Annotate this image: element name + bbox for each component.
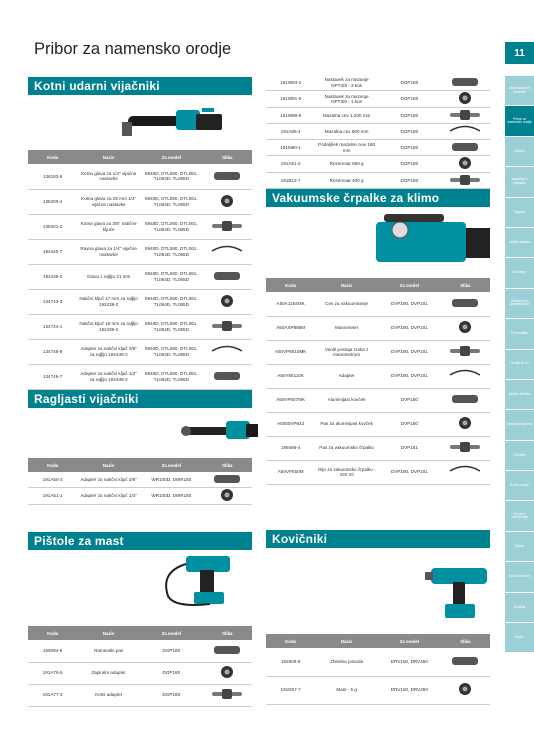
cell-slika: [203, 339, 252, 364]
cell-model: DVP180: [378, 388, 441, 412]
table-row: [266, 388, 490, 412]
product-thumbnail: [446, 368, 484, 382]
col-header-slika: Slika: [203, 626, 252, 640]
cell-model: DRV150, DRV250: [378, 676, 441, 704]
cell-naziv: Rezervoar 850 g: [315, 156, 378, 172]
cell-koda: 191A77-3: [28, 684, 77, 706]
cell-koda: 135201-2: [28, 214, 77, 239]
cell-naziv: Cev za vakuumiranje: [315, 292, 378, 316]
cell-koda: A5000VP642: [266, 412, 315, 436]
table-row: [266, 676, 490, 704]
table-row: [28, 164, 252, 189]
table-row: [28, 189, 252, 214]
col-header-naziv: Naziv: [315, 634, 378, 648]
cell-model: DVP180, DVP181: [378, 316, 441, 340]
table-row: [28, 662, 252, 684]
cell-slika: [441, 340, 490, 364]
cell-koda: 191A50-3: [28, 472, 77, 488]
cell-naziv: Natični ključ 17 mm za rağljo 192439-2: [77, 289, 140, 314]
cell-koda: A50A1154MK: [266, 292, 315, 316]
cell-koda: 191W99-9: [266, 107, 315, 123]
product-thumbnail: [446, 416, 484, 430]
col-header-naziv: Naziv: [315, 278, 378, 292]
cell-naziv: Adapter za natični ključ 1/2" za rağljo 192439-2: [77, 364, 140, 389]
page-title: Pribor za namensko orodje: [34, 40, 232, 58]
cell-slika: [203, 684, 252, 706]
cell-slika: [441, 648, 490, 676]
chapter-tab[interactable]: Pribor za namensko orodje: [505, 106, 534, 136]
table-row: [266, 364, 490, 388]
cell-koda: 134744-1: [28, 314, 77, 339]
cell-naziv: Mast - 5 g: [315, 676, 378, 704]
cell-naziv: Kotna glava za 25 mm 1/4" vijačne nastavke: [77, 189, 140, 214]
cell-slika: [441, 676, 490, 704]
cell-naziv: Adapter za natični ključ 3/8": [77, 472, 140, 488]
cell-slika: [203, 264, 252, 289]
cell-naziv: Ramenski pas: [77, 640, 140, 662]
cell-model: WR100D, DWR180: [140, 488, 203, 504]
cell-naziv: Nastavek za mazanje NPT3/8 - 1 kos: [315, 91, 378, 107]
cell-koda: 191A76-5: [28, 662, 77, 684]
cell-model: DRV150, DRV250: [378, 648, 441, 676]
cell-slika: [203, 289, 252, 314]
cell-slika: [441, 460, 490, 484]
product-thumbnail: [208, 294, 246, 308]
product-thumbnail: [446, 156, 484, 170]
cell-model: DVP180, DVP181: [378, 364, 441, 388]
cell-slika: [441, 91, 490, 107]
col-header-koda: Koda: [266, 278, 315, 292]
table-ragljasti: [28, 458, 252, 505]
cell-koda: 134746-7: [28, 364, 77, 389]
product-thumbnail: [446, 682, 484, 696]
product-thumbnail: [208, 369, 246, 383]
product-thumbnail: [446, 173, 484, 187]
cell-slika: [441, 388, 490, 412]
cell-naziv: Adapter za natični ključ 1/4": [77, 488, 140, 504]
cell-model: 6940D, DTL060, DTL061, TL064D, TL065D: [140, 339, 203, 364]
cell-model: DVP181: [378, 436, 441, 460]
cell-naziv: Mazalna cev 1.200 mm: [315, 107, 378, 123]
table-row: [266, 107, 490, 123]
product-thumbnail: [208, 488, 246, 502]
angle-impact-driver-image: [120, 102, 230, 144]
cell-koda: 192439-2: [28, 264, 77, 289]
cell-model: WR100D, DWR180: [140, 472, 203, 488]
cell-slika: [441, 123, 490, 139]
table-row: [28, 640, 252, 662]
col-header-model: Za model: [140, 150, 203, 164]
cell-model: 6940D, DTL060, DTL061, TL064D, TL065D: [140, 264, 203, 289]
cell-naziv: Pas za aluminijast kovček: [315, 412, 378, 436]
product-thumbnail: [446, 392, 484, 406]
cell-koda: 191A51-1: [28, 488, 77, 504]
cell-slika: [203, 314, 252, 339]
product-thumbnail: [446, 124, 484, 138]
cell-naziv: Aluminijast kovček: [315, 388, 378, 412]
col-header-slika: Slika: [203, 458, 252, 472]
cell-model: DGP180: [140, 662, 203, 684]
cell-naziv: Mazalna cev 600 mm: [315, 123, 378, 139]
chapter-tab[interactable]: Pnevmatika: [505, 319, 534, 349]
table-kotni: [28, 150, 252, 390]
cell-naziv: Adapter: [315, 364, 378, 388]
cell-model: DVP180: [378, 412, 441, 436]
cell-naziv: Manometer: [315, 316, 378, 340]
product-thumbnail: [208, 643, 246, 657]
chapter-tab[interactable]: Vrtalna kladiva: [505, 228, 534, 258]
cell-model: DVP180, DVP181: [378, 460, 441, 484]
table-row: [266, 436, 490, 460]
section-kovicniki-header: Kovičniki: [266, 530, 490, 548]
table-row: [266, 172, 490, 188]
cell-naziv: Rezervoar 400 g: [315, 172, 378, 188]
col-header-model: Za model: [378, 278, 441, 292]
cell-model: DGP180: [378, 107, 441, 123]
chapter-tabs: [505, 76, 534, 653]
cell-koda: A50VP650M: [266, 460, 315, 484]
cell-koda: 192440-7: [28, 239, 77, 264]
cell-koda: 199486-4: [266, 436, 315, 460]
col-header-model: Za model: [140, 626, 203, 640]
cell-model: DGP180: [378, 123, 441, 139]
product-thumbnail: [208, 319, 246, 333]
cell-slika: [203, 662, 252, 684]
table-row: [28, 364, 252, 389]
product-thumbnail: [208, 219, 246, 233]
product-thumbnail: [446, 320, 484, 334]
cell-naziv: Glava z rağljo 21 mm: [77, 264, 140, 289]
section-vakuumske-header: Vakuumske črpalke za klimo: [266, 189, 490, 207]
table-row: [266, 340, 490, 364]
top-bar: [0, 0, 534, 4]
chapter-tab[interactable]: Orodje za vrt: [505, 350, 534, 380]
chapter-tab[interactable]: Ostalo: [505, 532, 534, 562]
col-header-model: Za model: [378, 634, 441, 648]
product-thumbnail: [208, 194, 246, 208]
cell-naziv: Zbiralna posoda: [315, 648, 378, 676]
rivet-tool-image: [425, 558, 495, 624]
cell-koda: 191A81-2: [266, 156, 315, 172]
col-header-naziv: Naziv: [77, 458, 140, 472]
cell-model: DGP180: [140, 640, 203, 662]
cell-slika: [203, 164, 252, 189]
table-row: [266, 91, 490, 107]
cell-koda: 191D57-7: [266, 676, 315, 704]
col-header-koda: Koda: [28, 458, 77, 472]
product-thumbnail: [446, 464, 484, 478]
table-row: [28, 239, 252, 264]
cell-model: 6940D, DTL060, DTL061, TL064D, TL065D: [140, 164, 203, 189]
cell-slika: [441, 364, 490, 388]
cell-naziv: Nastavek za mazanje NPT3/8 - 3 kos: [315, 75, 378, 91]
col-header-koda: Koda: [28, 150, 77, 164]
cell-koda: 136183-9: [28, 164, 77, 189]
cell-slika: [203, 488, 252, 504]
cell-model: DGP180: [378, 91, 441, 107]
col-header-koda: Koda: [266, 634, 315, 648]
chapter-tab[interactable]: Varnostna oprema: [505, 410, 534, 440]
table-row: [266, 292, 490, 316]
grease-gun-image: [150, 552, 260, 612]
product-thumbnail: [446, 91, 484, 105]
product-thumbnail: [208, 169, 246, 183]
product-thumbnail: [446, 140, 484, 154]
product-thumbnail: [446, 344, 484, 358]
vacuum-pump-image: [370, 212, 495, 268]
cell-slika: [203, 640, 252, 662]
cell-slika: [441, 316, 490, 340]
cell-slika: [203, 239, 252, 264]
table-row: [28, 684, 252, 706]
chapter-tab[interactable]: Rezkanje in obdelava lesa: [505, 289, 534, 319]
cell-model: DGP180: [140, 684, 203, 706]
cell-koda: 166094-6: [28, 640, 77, 662]
cell-koda: 191B12-7: [266, 172, 315, 188]
cell-koda: 191W91-0: [266, 91, 315, 107]
col-header-model: Za model: [140, 458, 203, 472]
col-header-slika: Slika: [203, 150, 252, 164]
cell-koda: 162509-9: [266, 648, 315, 676]
cell-koda: 134743-3: [28, 289, 77, 314]
cell-koda: 191W93-2: [266, 75, 315, 91]
table-grease-accessories: [266, 75, 490, 189]
table-pistole: [28, 626, 252, 707]
cell-model: DVP180, DVP181: [378, 340, 441, 364]
col-header-slika: Slika: [441, 278, 490, 292]
product-thumbnail: [446, 654, 484, 668]
chapter-tab[interactable]: Vrtanje: [505, 137, 534, 167]
cell-slika: [203, 189, 252, 214]
chapter-tab[interactable]: Čiščenje: [505, 441, 534, 471]
cell-slika: [441, 107, 490, 123]
section-ragljasti-header: Ragljasti vijačniki: [28, 390, 252, 408]
cell-koda: A50VP007MK: [266, 388, 315, 412]
cell-koda: A50AXP888M: [266, 316, 315, 340]
product-thumbnail: [446, 440, 484, 454]
col-header-naziv: Naziv: [77, 150, 140, 164]
section-kotni-header: Kotni udarni vijačniki: [28, 77, 252, 95]
cell-naziv: Ravna glava za 1/4" vijačne nastavke: [77, 239, 140, 264]
table-row: [266, 412, 490, 436]
table-row: [28, 264, 252, 289]
cell-slika: [441, 292, 490, 316]
cell-model: 6940D, DTL060, DTL061, TL064D, TL065D: [140, 314, 203, 339]
cell-model: DGP180: [378, 156, 441, 172]
chapter-tab[interactable]: Servis in vzdrževanje: [505, 501, 534, 531]
chapter-tab[interactable]: Akcije: [505, 623, 534, 653]
product-thumbnail: [208, 472, 246, 486]
table-row: [28, 214, 252, 239]
table-row: [266, 460, 490, 484]
chapter-tab[interactable]: Oblačila: [505, 593, 534, 623]
product-thumbnail: [208, 244, 246, 258]
cell-koda: 134745-9: [28, 339, 77, 364]
cell-model: 6940D, DTL060, DTL061, TL064D, TL065D: [140, 364, 203, 389]
cell-koda: 191A88-4: [266, 123, 315, 139]
table-kovicniki: [266, 634, 490, 705]
cell-slika: [203, 214, 252, 239]
cell-naziv: Podaljšek mazalne cevi 160 mm: [315, 140, 378, 156]
col-header-koda: Koda: [28, 626, 77, 640]
chapter-tab[interactable]: Kovčki in torbe: [505, 562, 534, 592]
cell-model: 6940D, DTL060, DTL061, TL064D, TL065D: [140, 214, 203, 239]
chapter-tab[interactable]: Ročno orodje: [505, 471, 534, 501]
cell-koda: 135200-4: [28, 189, 77, 214]
cell-koda: 191M60-1: [266, 140, 315, 156]
product-thumbnail: [208, 344, 246, 358]
cell-naziv: Kotni adapter: [77, 684, 140, 706]
cell-naziv: Kotna glava za 3/8" natične ključe: [77, 214, 140, 239]
cell-naziv: Zapiralni adapter: [77, 662, 140, 684]
table-vakuumske: [266, 278, 490, 485]
table-row: [28, 314, 252, 339]
cell-slika: [203, 472, 252, 488]
table-row: [28, 472, 252, 488]
product-thumbnail: [446, 108, 484, 122]
table-row: [266, 140, 490, 156]
table-row: [266, 75, 490, 91]
cell-naziv: Kotna glava za 1/4" vijačne nastavke: [77, 164, 140, 189]
table-row: [28, 488, 252, 504]
cell-slika: [441, 436, 490, 460]
cell-naziv: Natični ključ 19 mm za rağljo 192439-2: [77, 314, 140, 339]
cell-slika: [441, 140, 490, 156]
cell-slika: [441, 156, 490, 172]
cell-slika: [441, 412, 490, 436]
ratchet-wrench-image: [180, 415, 260, 445]
product-thumbnail: [446, 75, 484, 89]
table-row: [266, 316, 490, 340]
cell-model: DGP180: [378, 172, 441, 188]
chapter-tab[interactable]: Merilna tehnika: [505, 380, 534, 410]
cell-naziv: Adapter za natični ključ 3/8" za rağljo 192439-2: [77, 339, 140, 364]
cell-model: DGP180: [378, 140, 441, 156]
cell-naziv: Olje za vakuumsko črpalko - 150 ml: [315, 460, 378, 484]
table-row: [28, 289, 252, 314]
chapter-tab[interactable]: Žaganje: [505, 198, 534, 228]
cell-model: 6940D, DTL060, DTL061, TL064D, TL065D: [140, 239, 203, 264]
product-thumbnail: [208, 269, 246, 283]
product-thumbnail: [446, 296, 484, 310]
cell-slika: [203, 364, 252, 389]
chapter-tab[interactable]: Akumulatorji in polnilniki: [505, 76, 534, 106]
col-header-naziv: Naziv: [77, 626, 140, 640]
cell-naziv: Ventil postaja zraka z manometrom: [315, 340, 378, 364]
cell-model: 6940D, DTL060, DTL061, TL064D, TL065D: [140, 289, 203, 314]
table-row: [266, 123, 490, 139]
product-thumbnail: [208, 665, 246, 679]
cell-model: DGP180: [378, 75, 441, 91]
cell-naziv: Pas za vakuumsko črpalko: [315, 436, 378, 460]
cell-model: DVP180, DVP181: [378, 292, 441, 316]
table-row: [266, 648, 490, 676]
cell-model: 6940D, DTL060, DTL061, TL064D, TL065D: [140, 189, 203, 214]
product-thumbnail: [208, 687, 246, 701]
cell-slika: [441, 75, 490, 91]
chapter-tab[interactable]: Vijačenje in privijanje: [505, 167, 534, 197]
table-row: [266, 156, 490, 172]
cell-koda: A50VP6510MK: [266, 340, 315, 364]
chapter-tab[interactable]: Brušenje: [505, 258, 534, 288]
cell-slika: [441, 172, 490, 188]
section-pistole-header: Pištole za mast: [28, 532, 252, 550]
cell-koda: A50Y65110K: [266, 364, 315, 388]
col-header-slika: Slika: [441, 634, 490, 648]
page-number: 11: [505, 42, 534, 64]
table-row: [28, 339, 252, 364]
